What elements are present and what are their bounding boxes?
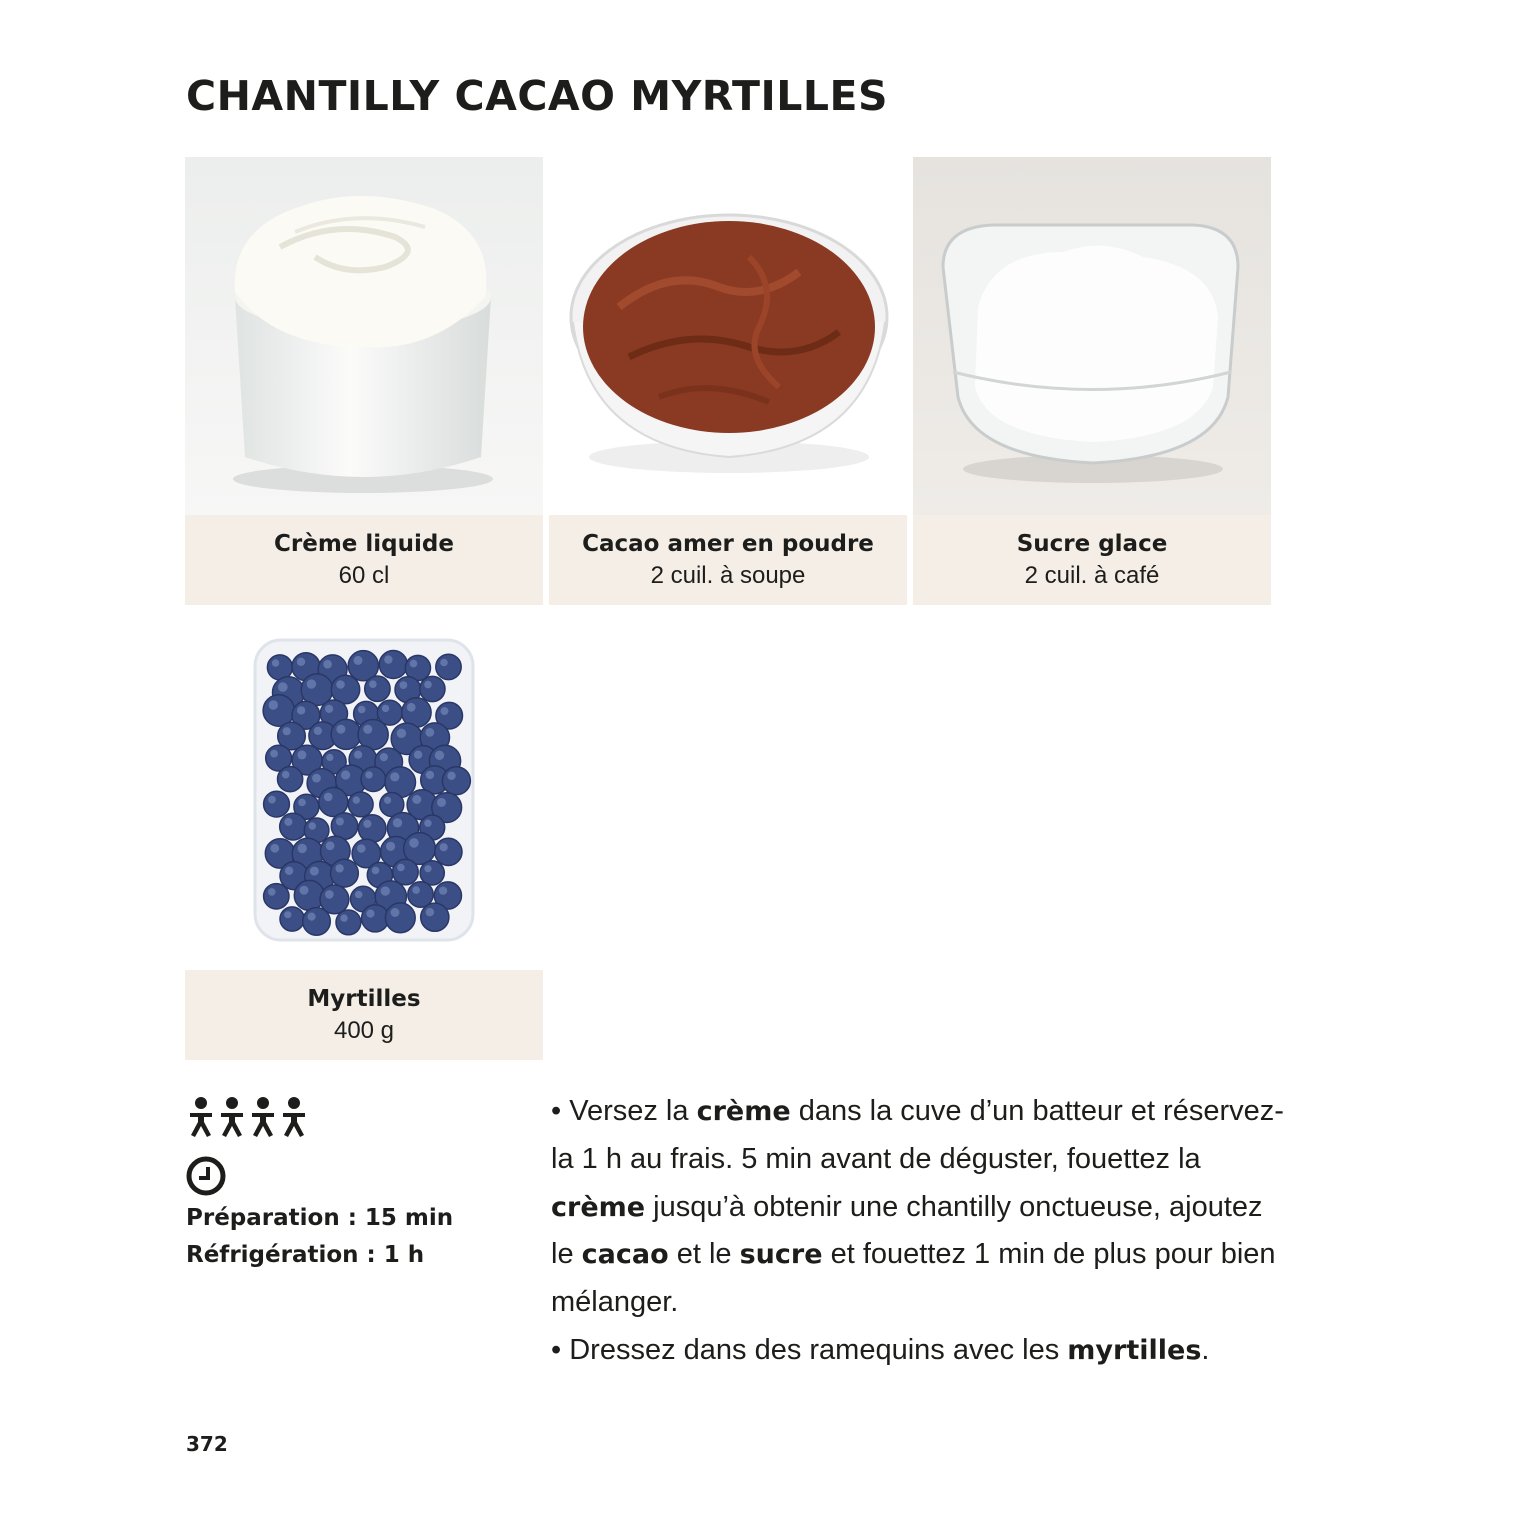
ingredient-highlight: cacao <box>581 1239 669 1271</box>
person-icon <box>252 1097 274 1137</box>
ingredient-card-blueberries <box>185 612 543 1060</box>
person-icon <box>221 1097 243 1137</box>
ingredient-caption <box>913 515 1271 605</box>
clock-icon <box>186 1156 226 1200</box>
step-text: Dressez dans des ramequins avec les <box>561 1333 1068 1366</box>
ingredient-caption <box>185 970 543 1060</box>
preparation-time: Préparation : 15 min <box>186 1205 454 1231</box>
recipe-instructions <box>551 1088 1291 1375</box>
ingredient-highlight: crème <box>551 1191 646 1223</box>
bullet: • <box>551 1333 562 1366</box>
ingredient-highlight: myrtilles <box>1067 1334 1202 1366</box>
step-text: . <box>1201 1333 1210 1366</box>
ingredient-quantity: 60 cl <box>338 562 390 589</box>
step-text: et fouettez 1 min de plus pour bien mélanger. <box>551 1238 1276 1319</box>
page-number: 372 <box>186 1432 228 1456</box>
ingredient-name: Crème liquide <box>274 531 454 557</box>
instruction-step <box>551 1327 1291 1375</box>
step-text: Versez la <box>561 1095 697 1127</box>
person-icon <box>190 1097 212 1137</box>
ingredient-name: Myrtilles <box>307 986 421 1012</box>
ingredient-quantity: 2 cuil. à soupe <box>650 562 806 589</box>
timing-info <box>186 1200 453 1274</box>
ingredient-highlight: crème <box>696 1096 791 1127</box>
ingredient-caption <box>185 515 543 605</box>
blueberries-tray-photo <box>185 612 543 970</box>
step-text: et le <box>668 1238 740 1271</box>
step-text: dans la cuve d’un batteur et réservez-la 1 h au frais. 5 min avant de déguster, fouettez la <box>551 1095 1284 1175</box>
page-title: CHANTILLY CACAO MYRTILLES <box>186 72 888 120</box>
person-icon <box>283 1097 305 1137</box>
ingredient-highlight: sucre <box>739 1239 823 1271</box>
cream-pot-photo <box>185 157 543 515</box>
ingredient-card-cream <box>185 157 543 605</box>
bullet: • <box>551 1095 562 1127</box>
ingredient-caption <box>549 515 907 605</box>
step-text: jusqu’à obtenir une chantilly onctueuse, ajoutez le <box>551 1190 1263 1271</box>
ingredient-name: Sucre glace <box>1016 531 1168 557</box>
instruction-step <box>551 1088 1291 1327</box>
icing-sugar-bowl-photo <box>913 157 1271 515</box>
ingredient-quantity: 2 cuil. à café <box>1024 562 1160 589</box>
cocoa-bowl-photo <box>549 157 907 515</box>
ingredient-quantity: 400 g <box>333 1017 395 1044</box>
ingredient-card-cocoa <box>549 157 907 605</box>
refrigeration-time: Réfrigération : 1 h <box>186 1242 425 1268</box>
ingredient-name: Cacao amer en poudre <box>582 531 874 557</box>
ingredient-card-sugar <box>913 157 1271 605</box>
servings-indicator <box>186 1096 316 1142</box>
